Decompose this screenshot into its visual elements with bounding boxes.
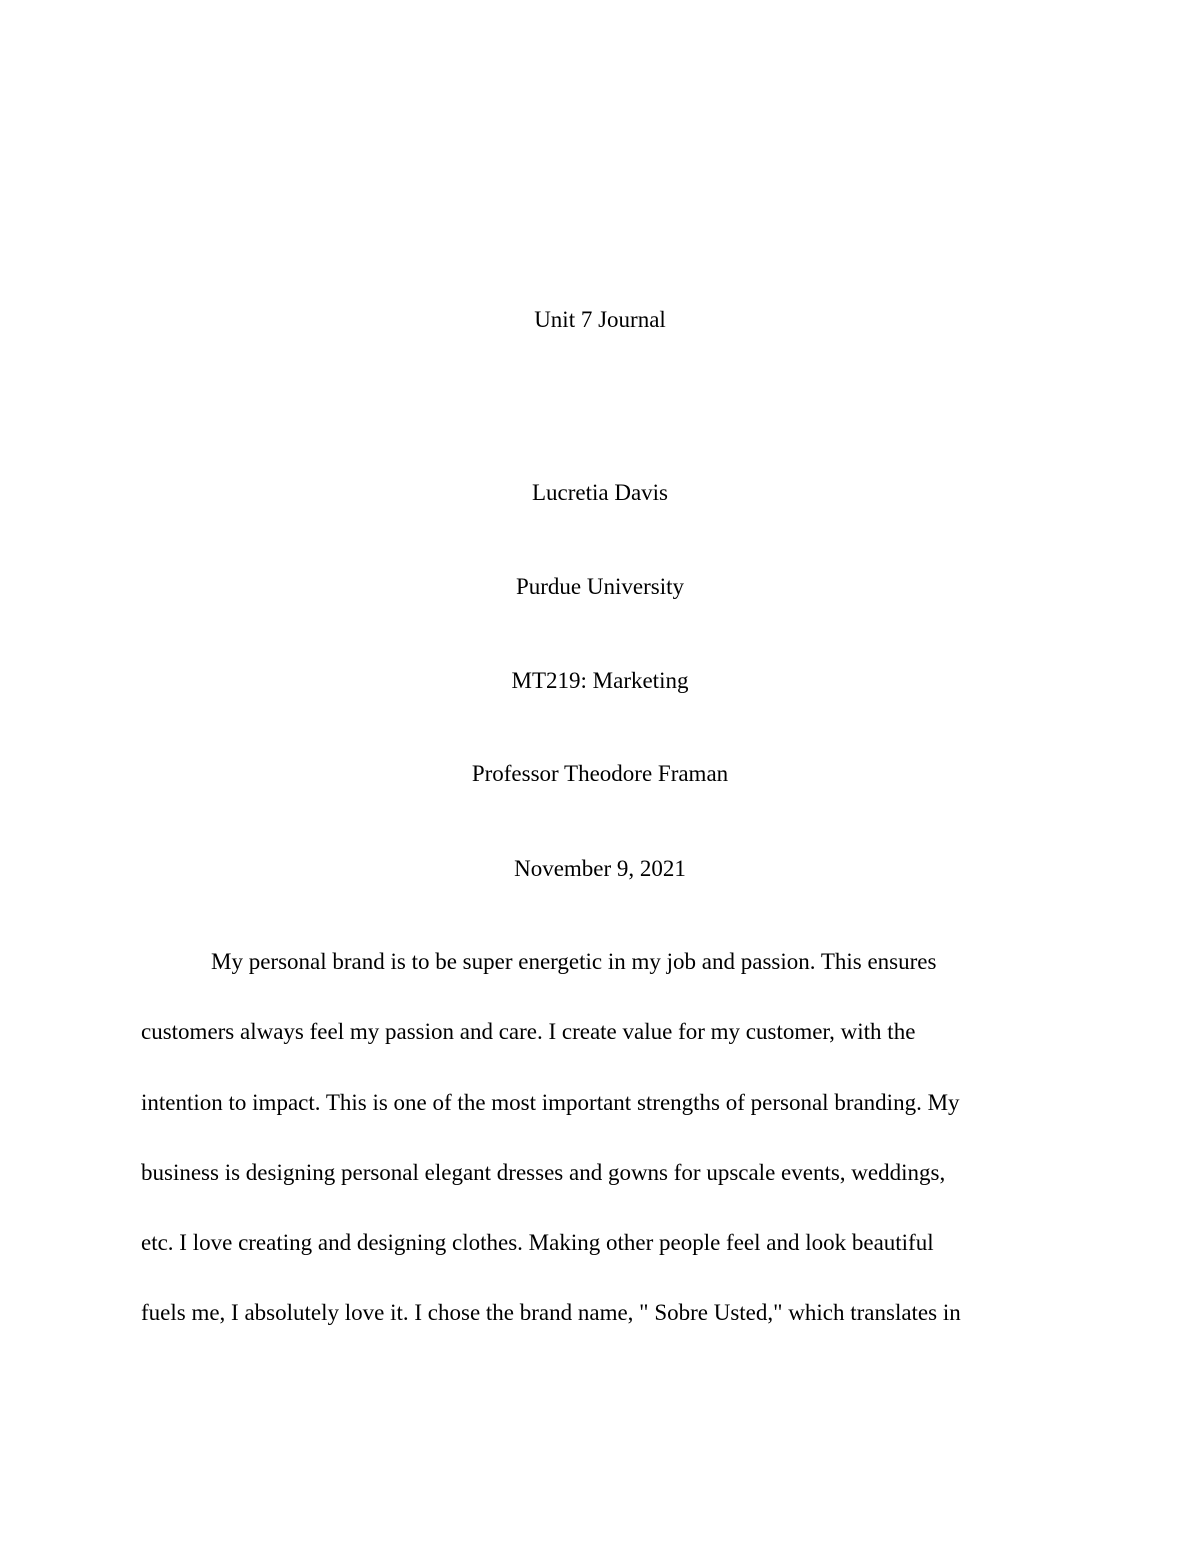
institution-name: Purdue University: [515, 574, 684, 599]
document-title: Unit 7 Journal: [534, 307, 666, 332]
body-line: business is designing personal elegant dresses and gowns for upscale events, weddings,: [141, 1160, 946, 1185]
body-line: My personal brand is to be super energetic in my job and passion. This ensures: [211, 949, 937, 974]
body-line: fuels me, I absolutely love it. I chose the brand name, " Sobre Usted," which translates in: [141, 1300, 961, 1325]
submission-date: November 9, 2021: [514, 856, 686, 881]
author-name: Lucretia Davis: [531, 480, 669, 505]
course-name: MT219: Marketing: [511, 668, 689, 693]
body-line: etc. I love creating and designing clothes. Making other people feel and look beautiful: [141, 1230, 934, 1255]
body-line: intention to impact. This is one of the most important strengths of personal branding. My: [141, 1090, 960, 1115]
professor-name: Professor Theodore Framan: [471, 761, 729, 786]
body-line: customers always feel my passion and care. I create value for my customer, with the: [141, 1019, 916, 1044]
